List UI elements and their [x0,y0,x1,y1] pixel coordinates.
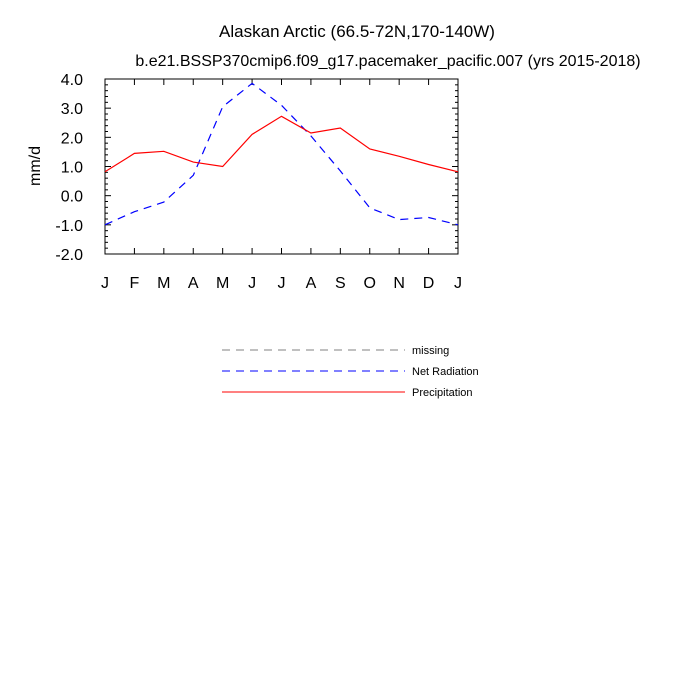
x-tick-label: D [422,275,435,292]
chart-title: Alaskan Arctic (66.5-72N,170-140W) [219,22,495,41]
x-tick-label: F [129,275,140,292]
x-tick-label: J [248,275,257,292]
y-tick-label: 4.0 [60,72,83,89]
legend-label-missing: missing [412,345,450,357]
y-tick-label: 3.0 [60,101,83,119]
chart-subtitle: b.e21.BSSP370cmip6.f09_g17.pacemaker_pacific.007 (yrs 2015-2018) [135,53,641,70]
x-tick-label: N [393,275,405,292]
x-tick-label: A [305,275,317,292]
y-tick-label: -1.0 [55,217,83,235]
x-tick-label: J [101,275,109,292]
x-tick-label: S [334,275,346,292]
y-tick-label: -2.0 [55,247,83,264]
x-tick-label: A [187,275,199,292]
x-tick-label: O [363,275,376,292]
x-tick-label: J [277,275,286,292]
plot-frame [105,79,458,254]
series-line-net-radiation [105,83,458,224]
y-axis-label: mm/d [27,146,44,186]
y-tick-label: 0.0 [60,188,83,206]
series-line-precipitation [105,116,458,172]
x-tick-label: M [157,275,171,292]
x-tick-label: J [454,275,462,292]
legend-label-precipitation: Precipitation [412,387,473,399]
legend-label-net-radiation: Net Radiation [412,366,479,378]
plot-area [55,72,462,292]
y-tick-label: 1.0 [60,159,83,177]
x-tick-label: M [216,275,230,292]
legend [222,345,479,399]
y-tick-label: 2.0 [60,130,83,148]
